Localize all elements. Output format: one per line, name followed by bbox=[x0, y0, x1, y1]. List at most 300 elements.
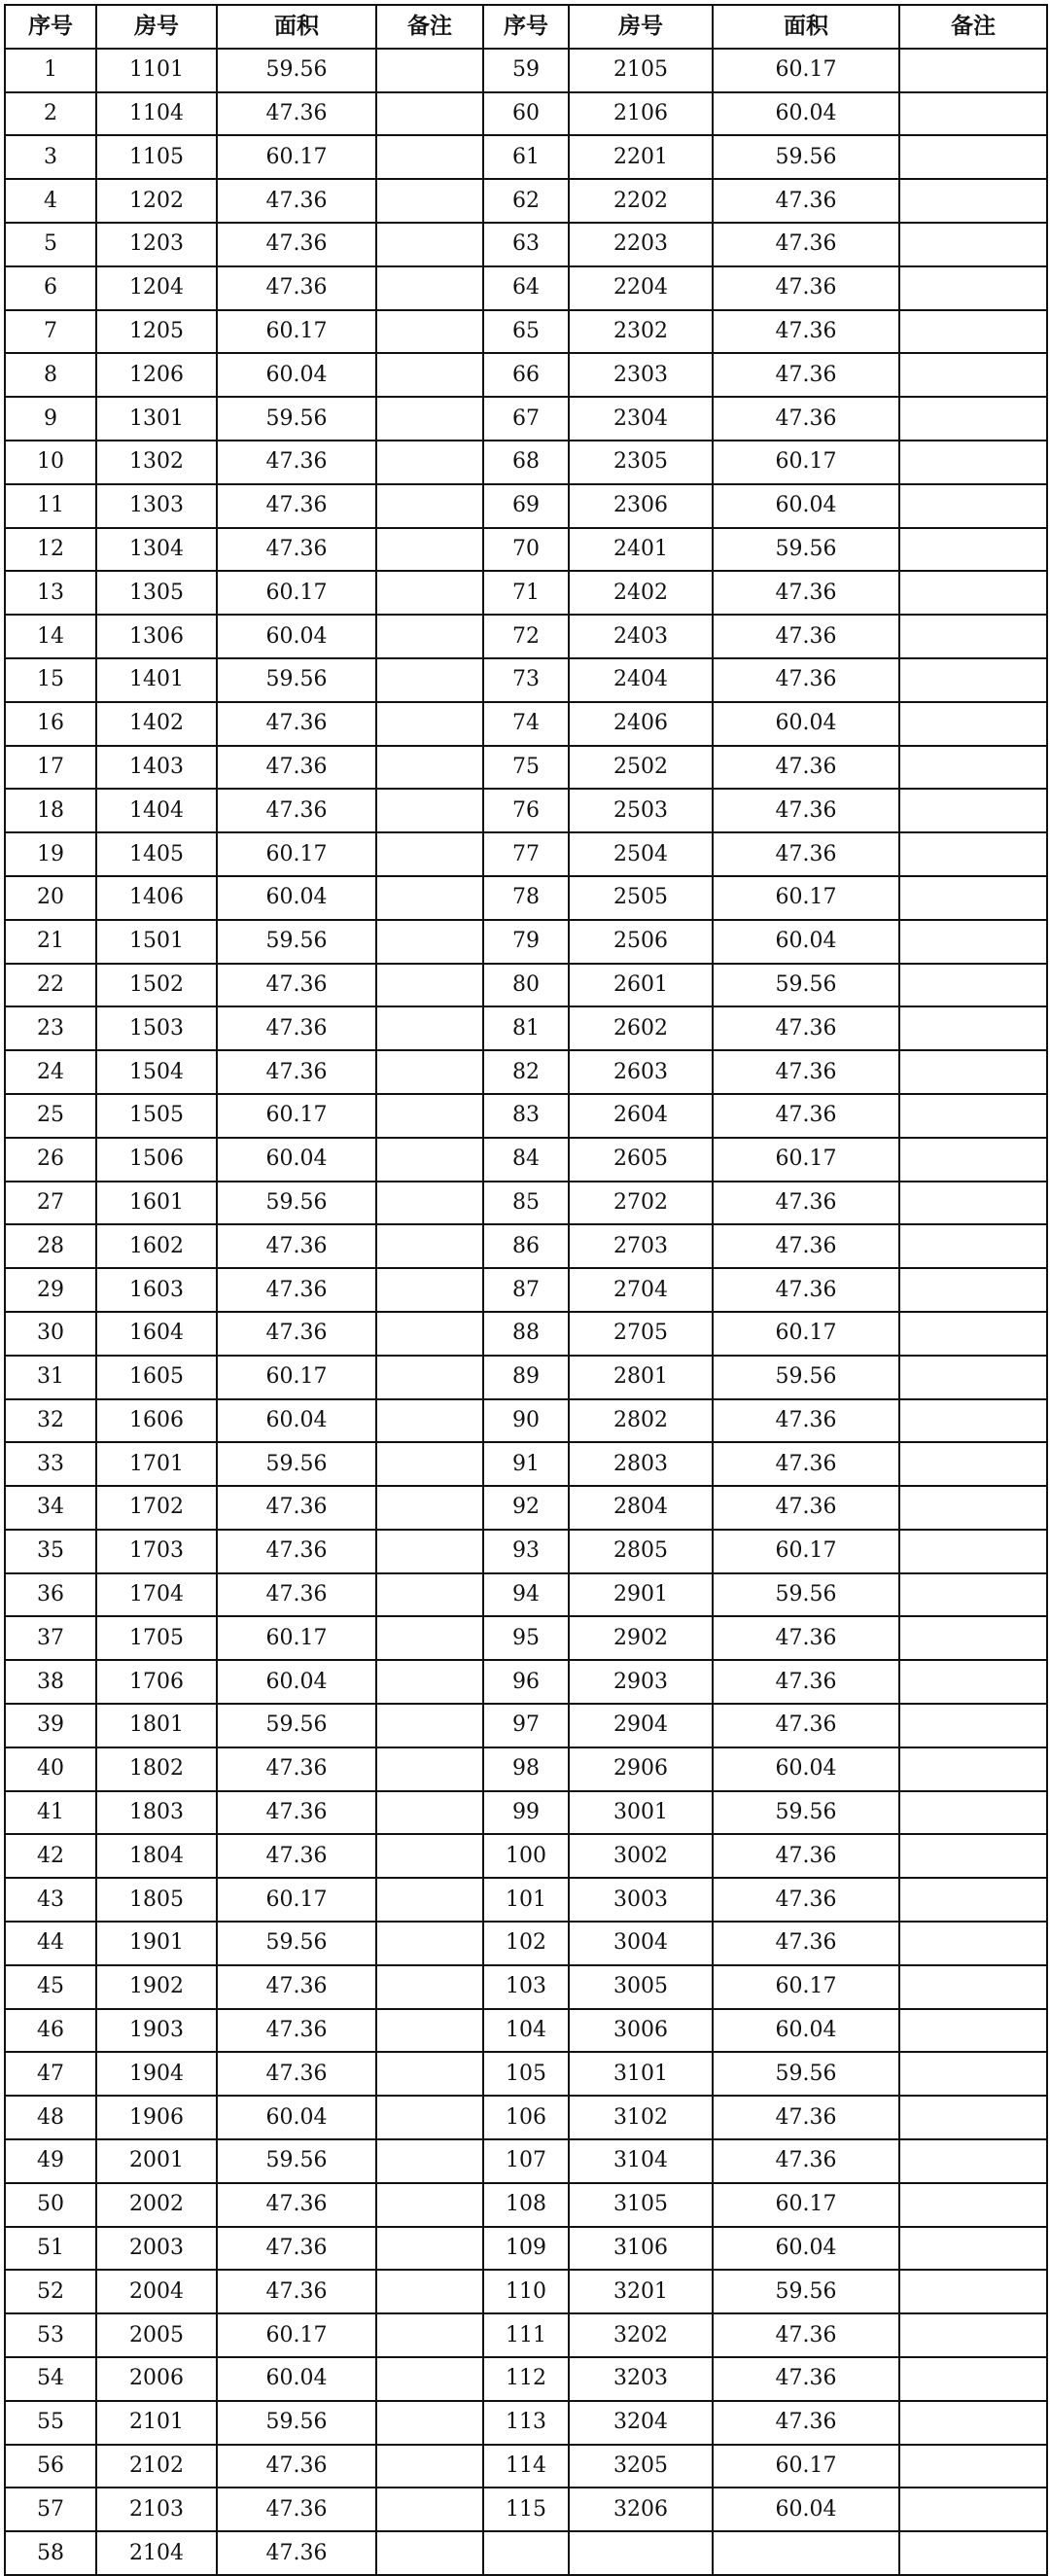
left-area-cell: 47.36 bbox=[217, 2531, 376, 2575]
right-area-cell: 47.36 bbox=[713, 2313, 899, 2357]
left-no-cell: 5 bbox=[5, 223, 96, 266]
left-note-cell bbox=[376, 2445, 483, 2488]
right-room-cell: 3004 bbox=[569, 1922, 713, 1965]
left-note-cell bbox=[376, 1878, 483, 1922]
left-note-cell bbox=[376, 964, 483, 1007]
left-room-cell: 1105 bbox=[96, 135, 217, 179]
right-area-cell: 47.36 bbox=[713, 571, 899, 615]
table-body bbox=[5, 49, 1047, 2575]
right-no-cell: 59 bbox=[483, 49, 569, 92]
right-note-cell bbox=[899, 746, 1047, 790]
right-note-cell bbox=[899, 92, 1047, 136]
table-row bbox=[5, 789, 1047, 832]
right-note-cell bbox=[899, 964, 1047, 1007]
left-note-cell bbox=[376, 1442, 483, 1486]
right-area-cell: 60.17 bbox=[713, 876, 899, 920]
right-no-cell: 66 bbox=[483, 353, 569, 397]
left-note-cell bbox=[376, 2227, 483, 2271]
right-area-cell: 47.36 bbox=[713, 1182, 899, 1225]
left-no-cell: 2 bbox=[5, 92, 96, 136]
left-no-cell: 22 bbox=[5, 964, 96, 1007]
left-no-cell: 9 bbox=[5, 397, 96, 441]
right-area-cell: 60.04 bbox=[713, 2009, 899, 2053]
left-room-cell: 2002 bbox=[96, 2183, 217, 2227]
right-area-cell: 47.36 bbox=[713, 1050, 899, 1094]
right-room-cell: 2603 bbox=[569, 1050, 713, 1094]
left-area-cell: 60.04 bbox=[217, 2357, 376, 2401]
left-note-cell bbox=[376, 179, 483, 223]
right-note-cell bbox=[899, 1182, 1047, 1225]
left-room-cell: 1605 bbox=[96, 1356, 217, 1399]
left-room-cell: 1901 bbox=[96, 1922, 217, 1965]
left-area-cell: 59.56 bbox=[217, 1922, 376, 1965]
header-row bbox=[5, 5, 1047, 49]
left-area-cell: 60.17 bbox=[217, 310, 376, 354]
left-area-cell: 60.17 bbox=[217, 1356, 376, 1399]
left-note-cell bbox=[376, 571, 483, 615]
table-row bbox=[5, 1791, 1047, 1835]
right-room-cell: 3002 bbox=[569, 1834, 713, 1878]
table-row bbox=[5, 1834, 1047, 1878]
right-note-cell bbox=[899, 1791, 1047, 1835]
right-no-cell: 63 bbox=[483, 223, 569, 266]
left-no-cell: 52 bbox=[5, 2270, 96, 2313]
right-no-cell: 93 bbox=[483, 1530, 569, 1573]
right-room-cell: 2504 bbox=[569, 832, 713, 876]
left-note-cell bbox=[376, 528, 483, 572]
table-row bbox=[5, 2401, 1047, 2445]
right-room-cell: 2303 bbox=[569, 353, 713, 397]
right-no-cell: 61 bbox=[483, 135, 569, 179]
left-room-cell: 1903 bbox=[96, 2009, 217, 2053]
header-left-no: 序号 bbox=[5, 5, 96, 49]
right-area-cell: 59.56 bbox=[713, 1356, 899, 1399]
left-no-cell: 30 bbox=[5, 1312, 96, 1356]
left-no-cell: 37 bbox=[5, 1616, 96, 1660]
left-area-cell: 47.36 bbox=[217, 92, 376, 136]
right-note-cell bbox=[899, 2009, 1047, 2053]
right-no-cell: 82 bbox=[483, 1050, 569, 1094]
table-row bbox=[5, 2313, 1047, 2357]
right-area-cell: 47.36 bbox=[713, 2096, 899, 2139]
left-note-cell bbox=[376, 1791, 483, 1835]
table-row bbox=[5, 1486, 1047, 1530]
left-area-cell: 47.36 bbox=[217, 2445, 376, 2488]
left-area-cell: 47.36 bbox=[217, 1573, 376, 1617]
right-no-cell: 72 bbox=[483, 615, 569, 658]
table-row bbox=[5, 1616, 1047, 1660]
right-area-cell: 47.36 bbox=[713, 1006, 899, 1050]
right-room-cell: 2705 bbox=[569, 1312, 713, 1356]
left-room-cell: 1501 bbox=[96, 920, 217, 964]
right-note-cell bbox=[899, 2357, 1047, 2401]
left-note-cell bbox=[376, 2270, 483, 2313]
right-no-cell: 114 bbox=[483, 2445, 569, 2488]
table-row bbox=[5, 135, 1047, 179]
left-note-cell bbox=[376, 1747, 483, 1791]
left-room-cell: 1303 bbox=[96, 484, 217, 528]
right-area-cell: 47.36 bbox=[713, 2139, 899, 2183]
right-no-cell: 85 bbox=[483, 1182, 569, 1225]
right-no-cell: 104 bbox=[483, 2009, 569, 2053]
right-area-cell: 60.04 bbox=[713, 2488, 899, 2531]
right-room-cell: 2802 bbox=[569, 1399, 713, 1443]
left-note-cell bbox=[376, 310, 483, 354]
right-note-cell bbox=[899, 1094, 1047, 1138]
right-note-cell bbox=[899, 1965, 1047, 2009]
right-room-cell: 3104 bbox=[569, 2139, 713, 2183]
left-room-cell: 1602 bbox=[96, 1224, 217, 1268]
right-area-cell: 47.36 bbox=[713, 1922, 899, 1965]
left-room-cell: 1502 bbox=[96, 964, 217, 1007]
table-row bbox=[5, 1050, 1047, 1094]
left-no-cell: 8 bbox=[5, 353, 96, 397]
left-room-cell: 2006 bbox=[96, 2357, 217, 2401]
right-room-cell: 3102 bbox=[569, 2096, 713, 2139]
right-note-cell bbox=[899, 2401, 1047, 2445]
left-room-cell: 1301 bbox=[96, 397, 217, 441]
left-room-cell: 1506 bbox=[96, 1138, 217, 1182]
right-no-cell: 70 bbox=[483, 528, 569, 572]
left-room-cell: 1205 bbox=[96, 310, 217, 354]
left-no-cell: 11 bbox=[5, 484, 96, 528]
right-area-cell: 60.17 bbox=[713, 1138, 899, 1182]
right-area-cell: 47.36 bbox=[713, 179, 899, 223]
left-note-cell bbox=[376, 789, 483, 832]
table-row bbox=[5, 1442, 1047, 1486]
table-row bbox=[5, 1704, 1047, 1747]
left-no-cell: 48 bbox=[5, 2096, 96, 2139]
right-room-cell: 2201 bbox=[569, 135, 713, 179]
right-room-cell: 2305 bbox=[569, 441, 713, 484]
left-room-cell: 1503 bbox=[96, 1006, 217, 1050]
header-left-room: 房号 bbox=[96, 5, 217, 49]
right-no-cell: 113 bbox=[483, 2401, 569, 2445]
left-no-cell: 39 bbox=[5, 1704, 96, 1747]
left-note-cell bbox=[376, 1922, 483, 1965]
left-no-cell: 47 bbox=[5, 2052, 96, 2096]
left-no-cell: 32 bbox=[5, 1399, 96, 1443]
left-no-cell: 4 bbox=[5, 179, 96, 223]
left-room-cell: 1801 bbox=[96, 1704, 217, 1747]
table-row bbox=[5, 2009, 1047, 2053]
left-no-cell: 36 bbox=[5, 1573, 96, 1617]
left-area-cell: 59.56 bbox=[217, 1442, 376, 1486]
left-room-cell: 1504 bbox=[96, 1050, 217, 1094]
left-note-cell bbox=[376, 441, 483, 484]
right-no-cell: 105 bbox=[483, 2052, 569, 2096]
right-no-cell: 94 bbox=[483, 1573, 569, 1617]
right-room-cell: 3206 bbox=[569, 2488, 713, 2531]
right-no-cell: 60 bbox=[483, 92, 569, 136]
left-area-cell: 47.36 bbox=[217, 1965, 376, 2009]
left-area-cell: 60.04 bbox=[217, 876, 376, 920]
left-area-cell: 60.04 bbox=[217, 2096, 376, 2139]
table-row bbox=[5, 920, 1047, 964]
right-room-cell: 2901 bbox=[569, 1573, 713, 1617]
left-area-cell: 60.04 bbox=[217, 1399, 376, 1443]
left-no-cell: 15 bbox=[5, 658, 96, 702]
right-area-cell: 47.36 bbox=[713, 310, 899, 354]
left-no-cell: 6 bbox=[5, 266, 96, 310]
right-note-cell bbox=[899, 528, 1047, 572]
left-note-cell bbox=[376, 484, 483, 528]
left-note-cell bbox=[376, 397, 483, 441]
right-no-cell: 96 bbox=[483, 1660, 569, 1704]
left-area-cell: 47.36 bbox=[217, 1050, 376, 1094]
right-area-cell: 59.56 bbox=[713, 135, 899, 179]
right-area-cell: 47.36 bbox=[713, 2401, 899, 2445]
left-no-cell: 13 bbox=[5, 571, 96, 615]
table-row bbox=[5, 2270, 1047, 2313]
left-room-cell: 1401 bbox=[96, 658, 217, 702]
right-no-cell: 67 bbox=[483, 397, 569, 441]
right-room-cell: 2605 bbox=[569, 1138, 713, 1182]
right-area-cell: 47.36 bbox=[713, 1224, 899, 1268]
left-no-cell: 33 bbox=[5, 1442, 96, 1486]
left-no-cell: 46 bbox=[5, 2009, 96, 2053]
table-row bbox=[5, 615, 1047, 658]
right-area-cell: 47.36 bbox=[713, 789, 899, 832]
right-no-cell: 110 bbox=[483, 2270, 569, 2313]
table-row bbox=[5, 1965, 1047, 2009]
right-room-cell: 2402 bbox=[569, 571, 713, 615]
right-area-cell: 47.36 bbox=[713, 746, 899, 790]
right-room-cell: 3205 bbox=[569, 2445, 713, 2488]
left-note-cell bbox=[376, 353, 483, 397]
left-area-cell: 47.36 bbox=[217, 746, 376, 790]
right-note-cell bbox=[899, 2488, 1047, 2531]
left-area-cell: 47.36 bbox=[217, 223, 376, 266]
right-room-cell: 2903 bbox=[569, 1660, 713, 1704]
left-room-cell: 2101 bbox=[96, 2401, 217, 2445]
table-row bbox=[5, 310, 1047, 354]
table-row bbox=[5, 1660, 1047, 1704]
left-room-cell: 1101 bbox=[96, 49, 217, 92]
left-no-cell: 20 bbox=[5, 876, 96, 920]
left-no-cell: 21 bbox=[5, 920, 96, 964]
right-note-cell bbox=[899, 1224, 1047, 1268]
header-left-note: 备注 bbox=[376, 5, 483, 49]
header-left-area: 面积 bbox=[217, 5, 376, 49]
left-area-cell: 60.04 bbox=[217, 1660, 376, 1704]
left-no-cell: 54 bbox=[5, 2357, 96, 2401]
left-no-cell: 40 bbox=[5, 1747, 96, 1791]
right-room-cell: 2306 bbox=[569, 484, 713, 528]
left-room-cell: 2003 bbox=[96, 2227, 217, 2271]
right-note-cell bbox=[899, 876, 1047, 920]
right-note-cell bbox=[899, 1878, 1047, 1922]
left-no-cell: 19 bbox=[5, 832, 96, 876]
left-note-cell bbox=[376, 1573, 483, 1617]
left-no-cell: 16 bbox=[5, 702, 96, 746]
left-area-cell: 60.17 bbox=[217, 1094, 376, 1138]
right-note-cell bbox=[899, 1268, 1047, 1312]
right-note-cell bbox=[899, 1356, 1047, 1399]
table-row bbox=[5, 1094, 1047, 1138]
table-row bbox=[5, 1006, 1047, 1050]
table-row bbox=[5, 1138, 1047, 1182]
left-note-cell bbox=[376, 1399, 483, 1443]
right-area-cell: 47.36 bbox=[713, 1878, 899, 1922]
table-row bbox=[5, 1573, 1047, 1617]
right-room-cell: 2704 bbox=[569, 1268, 713, 1312]
right-no-cell: 81 bbox=[483, 1006, 569, 1050]
right-area-cell: 47.36 bbox=[713, 615, 899, 658]
right-room-cell: 2106 bbox=[569, 92, 713, 136]
left-no-cell: 18 bbox=[5, 789, 96, 832]
right-area-cell: 47.36 bbox=[713, 1268, 899, 1312]
right-room-cell: 2202 bbox=[569, 179, 713, 223]
left-area-cell: 47.36 bbox=[217, 1312, 376, 1356]
right-note-cell bbox=[899, 571, 1047, 615]
table-row bbox=[5, 2445, 1047, 2488]
left-note-cell bbox=[376, 2096, 483, 2139]
left-area-cell: 47.36 bbox=[217, 1268, 376, 1312]
right-no-cell: 78 bbox=[483, 876, 569, 920]
left-area-cell: 59.56 bbox=[217, 920, 376, 964]
left-room-cell: 1305 bbox=[96, 571, 217, 615]
table-row bbox=[5, 658, 1047, 702]
left-area-cell: 47.36 bbox=[217, 266, 376, 310]
right-room-cell: 3106 bbox=[569, 2227, 713, 2271]
right-area-cell bbox=[713, 2531, 899, 2575]
left-room-cell: 1505 bbox=[96, 1094, 217, 1138]
right-area-cell: 47.36 bbox=[713, 353, 899, 397]
right-room-cell: 3202 bbox=[569, 2313, 713, 2357]
right-no-cell: 89 bbox=[483, 1356, 569, 1399]
table-row bbox=[5, 353, 1047, 397]
left-room-cell: 1805 bbox=[96, 1878, 217, 1922]
right-note-cell bbox=[899, 2227, 1047, 2271]
right-room-cell: 2404 bbox=[569, 658, 713, 702]
right-area-cell: 60.17 bbox=[713, 1530, 899, 1573]
right-area-cell: 60.17 bbox=[713, 49, 899, 92]
left-area-cell: 47.36 bbox=[217, 1747, 376, 1791]
right-note-cell bbox=[899, 2270, 1047, 2313]
right-room-cell: 3201 bbox=[569, 2270, 713, 2313]
right-note-cell bbox=[899, 484, 1047, 528]
right-note-cell bbox=[899, 920, 1047, 964]
right-no-cell: 99 bbox=[483, 1791, 569, 1835]
left-note-cell bbox=[376, 2531, 483, 2575]
left-room-cell: 1604 bbox=[96, 1312, 217, 1356]
right-area-cell: 47.36 bbox=[713, 397, 899, 441]
left-room-cell: 1804 bbox=[96, 1834, 217, 1878]
left-room-cell: 1203 bbox=[96, 223, 217, 266]
left-note-cell bbox=[376, 2313, 483, 2357]
right-room-cell: 2503 bbox=[569, 789, 713, 832]
right-no-cell: 107 bbox=[483, 2139, 569, 2183]
table-row bbox=[5, 484, 1047, 528]
right-note-cell bbox=[899, 2531, 1047, 2575]
right-no-cell: 112 bbox=[483, 2357, 569, 2401]
left-area-cell: 47.36 bbox=[217, 1486, 376, 1530]
left-room-cell: 1406 bbox=[96, 876, 217, 920]
right-note-cell bbox=[899, 2139, 1047, 2183]
right-room-cell: 2804 bbox=[569, 1486, 713, 1530]
left-area-cell: 60.17 bbox=[217, 2313, 376, 2357]
left-note-cell bbox=[376, 2183, 483, 2227]
right-room-cell: 2602 bbox=[569, 1006, 713, 1050]
left-area-cell: 60.17 bbox=[217, 1616, 376, 1660]
table-row bbox=[5, 1747, 1047, 1791]
left-note-cell bbox=[376, 2139, 483, 2183]
left-note-cell bbox=[376, 832, 483, 876]
right-no-cell: 64 bbox=[483, 266, 569, 310]
right-no-cell: 62 bbox=[483, 179, 569, 223]
right-no-cell: 90 bbox=[483, 1399, 569, 1443]
right-note-cell bbox=[899, 2445, 1047, 2488]
right-area-cell: 47.36 bbox=[713, 1704, 899, 1747]
right-no-cell: 115 bbox=[483, 2488, 569, 2531]
left-note-cell bbox=[376, 266, 483, 310]
left-room-cell: 1104 bbox=[96, 92, 217, 136]
right-room-cell: 2604 bbox=[569, 1094, 713, 1138]
right-note-cell bbox=[899, 397, 1047, 441]
table-row bbox=[5, 1922, 1047, 1965]
right-room-cell: 2203 bbox=[569, 223, 713, 266]
right-room-cell bbox=[569, 2531, 713, 2575]
left-note-cell bbox=[376, 746, 483, 790]
left-area-cell: 47.36 bbox=[217, 702, 376, 746]
left-room-cell: 1606 bbox=[96, 1399, 217, 1443]
left-room-cell: 1603 bbox=[96, 1268, 217, 1312]
left-note-cell bbox=[376, 1660, 483, 1704]
table-row bbox=[5, 49, 1047, 92]
table-row bbox=[5, 876, 1047, 920]
left-area-cell: 47.36 bbox=[217, 2183, 376, 2227]
right-no-cell: 80 bbox=[483, 964, 569, 1007]
right-area-cell: 47.36 bbox=[713, 1616, 899, 1660]
left-no-cell: 50 bbox=[5, 2183, 96, 2227]
left-room-cell: 1306 bbox=[96, 615, 217, 658]
right-note-cell bbox=[899, 1442, 1047, 1486]
right-no-cell: 83 bbox=[483, 1094, 569, 1138]
table-row bbox=[5, 964, 1047, 1007]
table-row bbox=[5, 1399, 1047, 1443]
left-room-cell: 1705 bbox=[96, 1616, 217, 1660]
left-room-cell: 1703 bbox=[96, 1530, 217, 1573]
left-no-cell: 3 bbox=[5, 135, 96, 179]
right-area-cell: 60.04 bbox=[713, 702, 899, 746]
right-area-cell: 47.36 bbox=[713, 1442, 899, 1486]
right-room-cell: 2505 bbox=[569, 876, 713, 920]
right-no-cell: 103 bbox=[483, 1965, 569, 2009]
left-note-cell bbox=[376, 2488, 483, 2531]
right-area-cell: 47.36 bbox=[713, 658, 899, 702]
left-room-cell: 1904 bbox=[96, 2052, 217, 2096]
left-note-cell bbox=[376, 1050, 483, 1094]
right-note-cell bbox=[899, 1660, 1047, 1704]
right-area-cell: 47.36 bbox=[713, 266, 899, 310]
right-note-cell bbox=[899, 1399, 1047, 1443]
right-no-cell: 84 bbox=[483, 1138, 569, 1182]
right-no-cell: 79 bbox=[483, 920, 569, 964]
right-area-cell: 60.04 bbox=[713, 92, 899, 136]
left-no-cell: 28 bbox=[5, 1224, 96, 1268]
right-no-cell: 75 bbox=[483, 746, 569, 790]
left-room-cell: 1202 bbox=[96, 179, 217, 223]
right-note-cell bbox=[899, 2313, 1047, 2357]
left-note-cell bbox=[376, 1834, 483, 1878]
header-right-room: 房号 bbox=[569, 5, 713, 49]
left-no-cell: 35 bbox=[5, 1530, 96, 1573]
left-area-cell: 47.36 bbox=[217, 1834, 376, 1878]
left-room-cell: 2005 bbox=[96, 2313, 217, 2357]
right-no-cell: 97 bbox=[483, 1704, 569, 1747]
left-room-cell: 1704 bbox=[96, 1573, 217, 1617]
